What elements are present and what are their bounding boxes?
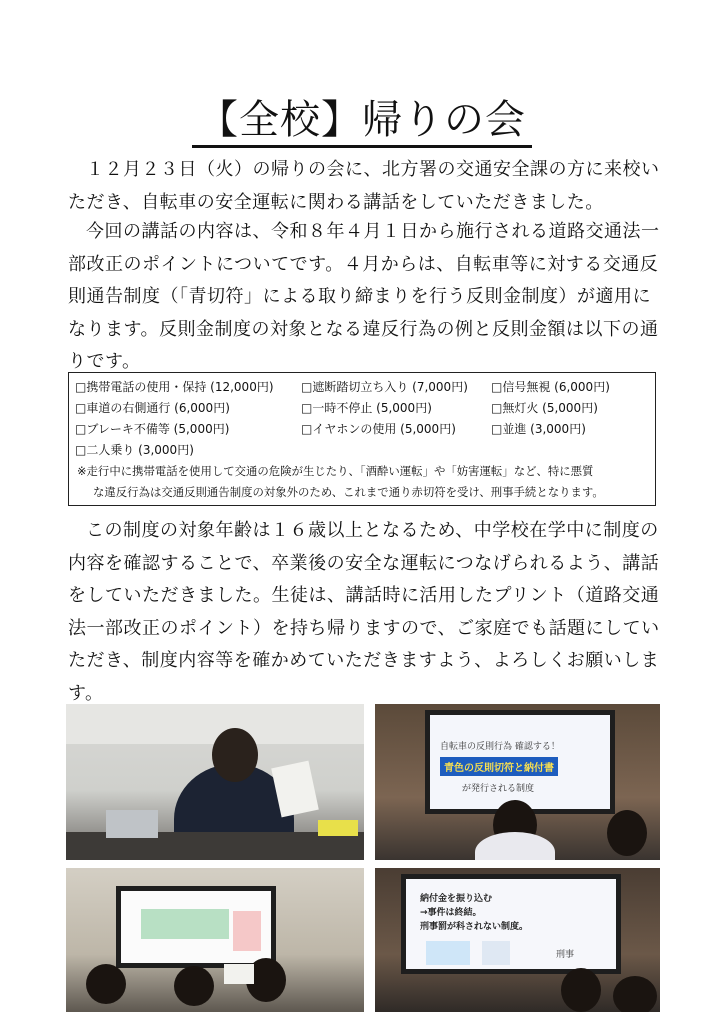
violation-item: □並進 (3,000円) — [491, 422, 586, 436]
photo-fine-explanation — [375, 868, 660, 1012]
explanation-paragraph: 今回の講話の内容は、令和８年４月１日から施行される道路交通法一部改正のポイントについてです。４月からは、自転車等に対する交通反則通告制度（「青切符」による取り締まりを行う反則金制度）が適用になります。反則金制度の対象となる違反行為の例と反則金額は以下の通りです。 — [68, 221, 660, 372]
photo-officer-speaking — [66, 704, 364, 860]
closing-paragraph: この制度の対象年齢は１６歳以上となるため、中学校在学中に制度の内容を確認することで、卒業後の安全な運転につなげられるよう、講話をしていただきました。生徒は、講話時に活用したプリント（道路交通法一部改正のポイント）を持ち帰りますので、ご家庭でも話題にしていただき、制度内容等を確かめていただきますよう、よろしくお願いします。 — [68, 520, 660, 704]
screen-banner: 青色の反則切符と納付書 — [440, 757, 558, 776]
screen-caption: 自転車の反則行為 確認する！ — [440, 742, 560, 752]
violation-item: □二人乗り (3,000円) — [75, 443, 194, 457]
screen-text-line-3: 刑事罰が科されない制度。 — [420, 922, 529, 932]
violations-box — [68, 372, 656, 506]
violation-item: □信号無視 (6,000円) — [491, 380, 610, 394]
violation-item: □無灯火 (5,000円) — [491, 401, 598, 415]
page-title: 【全校】帰りの会 — [0, 94, 724, 146]
photo-presentation-screen — [375, 704, 660, 860]
screen-text-line-1: 納付金を振り込む — [420, 894, 493, 904]
screen-subcaption: が発行される制度 — [462, 784, 535, 794]
violation-item: □車道の右側通行 (6,000円) — [75, 401, 230, 415]
violation-item: □一時不停止 (5,000円) — [301, 401, 432, 415]
photo-students-watching — [66, 868, 364, 1012]
note-line-1: ※走行中に携帯電話を使用して交通の危険が生じたり、「酒酔い運転」や「妨害運転」など、特に悪質 — [77, 464, 594, 478]
violation-item: □ブレーキ不備等 (5,000円) — [75, 422, 230, 436]
intro-paragraph: １２月２３日（火）の帰りの会に、北方署の交通安全課の方に来校いただき、自転車の安全運転に関わる講話をしていただきました。 — [68, 159, 660, 213]
screen-label: 刑事 — [556, 950, 575, 960]
violation-item: □遮断踏切立ち入り (7,000円) — [301, 380, 468, 394]
violation-item: □携帯電話の使用・保持 (12,000円) — [75, 380, 274, 394]
violation-item: □イヤホンの使用 (5,000円) — [301, 422, 456, 436]
note-line-2: な違反行為は交通反則通告制度の対象外のため、これまで通り赤切符を受け、刑事手続となります。 — [93, 485, 604, 499]
screen-text-line-2: →事件は終結。 — [420, 908, 482, 918]
